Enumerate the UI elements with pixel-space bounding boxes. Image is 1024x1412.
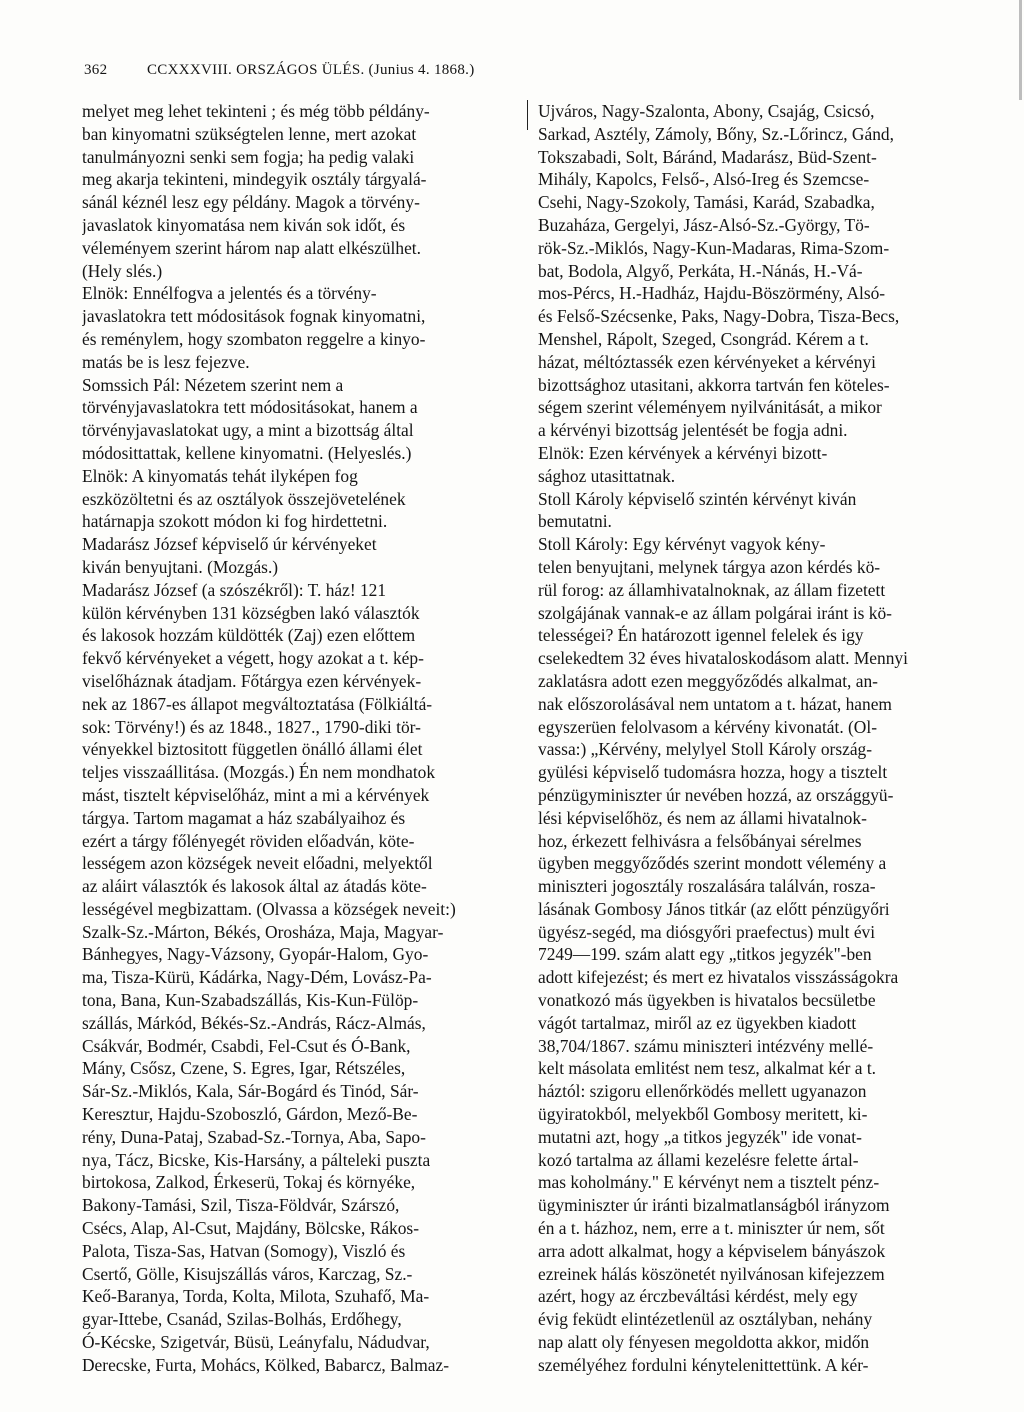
text-line: viselőháznak átadjam. Főtárgya ezen kérvények- [82,670,422,691]
text-line: szolgájának vannak-e az állam polgárai iránt is kö- [538,602,892,623]
text-line: évig feküdt elintézetlenül az osztályban, nehány [538,1309,873,1330]
text-line: mos-Pércs, H.-Hadház, Hajdu-Böszörmény, Alsó- [538,283,886,304]
page-edge-shadow [1019,0,1022,100]
text-line: sághoz utasittatnak. [538,465,676,486]
text-line: Elnök: Ennélfogva a jelentés és a törvény- [82,283,377,304]
text-line: teljes visszaállitása. (Mozgás.) Én nem mondhatok [82,762,436,783]
text-line: Elnök: Ezen kérvények a kérvényi bizott- [538,442,828,463]
text-line: törvényjavaslatokra tett módositásokat, hanem a [82,397,418,418]
text-line: meg akarja tekinteni, mindegyik osztály tárgyalá- [82,169,427,190]
text-line: ma, Tisza-Kürü, Kádárka, Nagy-Dém, Lovász-Pa- [82,967,432,988]
text-line: 7249—199. szám alatt egy „titkos jegyzék"-ben [538,944,872,965]
text-line: telen benyujtani, melynek tárgya azon kérdés kö- [538,556,881,577]
text-line: javaslatok kinyomatása nem kiván sok időt, és [82,214,406,235]
text-line: sánál kéznél lesz egy példány. Magok a törvény- [82,192,420,213]
text-line: mást, tisztelt képviselőház, mint a mi a kérvények [82,784,430,805]
text-line: Palota, Tisza-Sas, Hatvan (Somogy), Viszló és [82,1240,406,1261]
text-line: Madarász József (a szószékről): T. ház! 121 [82,579,387,600]
text-line: nya, Tácz, Bicske, Kis-Harsány, a pálteleki puszta [82,1149,431,1170]
text-line: cselekedtem 32 éves hivataloskodásom alatt. Mennyi [538,648,908,669]
text-line: Sár-Sz.-Miklós, Kala, Sár-Bogárd és Tinód, Sár- [82,1081,419,1102]
running-title: CCXXXVIII. ORSZÁGOS ÜLÉS. (Junius 4. 1868.) [147,62,475,78]
text-line: szállás, Márkód, Békés-Sz.-András, Rácz-Almás, [82,1012,426,1033]
text-line: ügyminiszter úr iránti bizalmatlanságból irányzom [538,1195,890,1216]
text-line: lességével megbizattam. (Olvassa a községek neveit:) [82,898,456,919]
text-line: Mihály, Kapolcs, Felső-, Alsó-Ireg és Szemcse- [538,169,870,190]
text-line: rök-Sz.-Miklós, Nagy-Kun-Madaras, Rima-Szom- [538,237,890,258]
text-line: tárgya. Tartom magamat a ház szabályaihoz és [82,807,406,828]
text-line: Menshel, Rápolt, Szeged, Csongrád. Kérem a t. [538,328,869,349]
text-line: mutatni azt, hogy „a titkos jegyzék" ide vonat- [538,1126,862,1147]
text-line: arra adott alkalmat, hogy a képviselem bányászok [538,1240,886,1261]
text-line: törvényjavaslatokat ugy, a mint a bizottság által [82,420,414,441]
text-line: tanulmányozni senki sem fogja; ha pedig valaki [82,146,415,167]
text-line: adott kifejezést; és mert ez hivatalos visszásságokra [538,967,899,988]
text-line: gyar-Ittebe, Csanád, Szilas-Bolhás, Erdőhegy, [82,1309,402,1330]
text-line: határnapja szokott módon ki fog hirdettetni. [82,511,388,532]
text-line: (Hely slés.) [82,260,163,281]
text-line: zaklatásra adott ezen meggyőződés alkalmat, an- [538,670,878,691]
text-line: ban kinyomatni szükségtelen lenne, mert azokat [82,123,417,144]
text-line: azért, hogy az érczbeváltási kérdést, mely egy [538,1286,858,1307]
text-line: birtokosa, Zalkod, Érkeserü, Tokaj és környéke, [82,1172,416,1193]
text-line: Csertő, Gölle, Kisujszállás város, Karczag, Sz.- [82,1263,413,1284]
text-line: kelt másolata emlitést nem tesz, alkalmat kér a t. [538,1058,877,1079]
text-line: egyszerüen felolvasom a kérvény kivonatát. (Ol- [538,716,877,737]
text-line: vényekkel biztositott független önálló állami élet [82,739,423,760]
text-line: rény, Duna-Pataj, Szabad-Sz.-Tornya, Aba, Sapo- [82,1126,426,1147]
text-line: Csákvár, Bodmér, Csabdi, Fel-Csut és Ó-Bank, [82,1035,411,1056]
text-line: sok: Törvény!) és az 1848., 1827., 1790-diki tör- [82,716,421,737]
text-line: és Felső-Szécsenke, Paks, Nagy-Dobra, Tisza-Becs, [538,306,900,327]
text-line: hoz, érkezett felhivásra a felsőbányai sérelmes [538,830,862,851]
text-line: Stoll Károly képviselő szintén kérvényt kiván [538,488,857,509]
text-line: fekvő kérvényeket a végett, hogy azokat a t. kép- [82,648,424,669]
text-line: javaslatokra tett módositások fognak kinyomatni, [82,306,426,327]
text-line: Tokszabadi, Solt, Báránd, Madarász, Büd-Szent- [538,146,877,167]
text-line: ügyiratokból, melyekből Gombosy meritett, ki- [538,1104,868,1125]
text-line: Szalk-Sz.-Márton, Békés, Orosháza, Maja, Magyar- [82,921,444,942]
text-line: Mány, Csősz, Czene, S. Egres, Igar, Rétszéles, [82,1058,406,1079]
text-line: kozó tartalma az állami kezelésre felette ártal- [538,1149,859,1170]
text-line: Bakony-Tamási, Szil, Tisza-Földvár, Szárszó, [82,1195,400,1216]
text-line: vassa:) „Kérvény, melylyel Stoll Károly ország- [538,739,873,760]
text-line: nap alatt oly fényesen megoldotta akkor, midőn [538,1332,870,1353]
text-line: ügyész-segéd, ma diósgyőri praefectus) mult évi [538,921,876,942]
text-line: eszközöltetni és az osztályok összejövetelének [82,488,406,509]
text-line: matás be is lesz fejezve. [82,351,250,372]
text-line: és reménylem, hogy szombaton reggelre a kinyo- [82,328,426,349]
text-line: 38,704/1867. számu miniszteri intézvény mellé- [538,1035,874,1056]
text-line: vonatkozó más ügyekben is hivatalos becsületbe [538,990,876,1011]
text-line: ségem szerint véleményem nyilvánitását, a mikor [538,397,882,418]
text-line: és lakosok hozzám küldötték (Zaj) ezen előttem [82,625,416,646]
left-column [82,100,519,1377]
text-line: kiván benyujtani. (Mozgás.) [82,556,279,577]
text-line: személyéhez fordulni kénytelenittettünk. A kér- [538,1354,869,1375]
text-line: Buzaháza, Gergelyi, Jász-Alsó-Sz.-György, Tö- [538,214,870,235]
text-line: Stoll Károly: Egy kérvényt vagyok kény- [538,534,826,555]
text-line: Derecske, Furta, Mohács, Kölked, Babarcz, Balmaz- [82,1354,449,1375]
text-line: nak előszorolásával nem untatom a t. házat, hanem [538,693,892,714]
text-line: bemutatni. [538,511,612,532]
text-line: Madarász József képviselő úr kérvényeket [82,534,377,555]
text-line: Somssich Pál: Nézetem szerint nem a [82,374,344,395]
right-column [538,100,975,1377]
text-line: ezreinek hálás köszönetét nyilvánosan kifejezzem [538,1263,885,1284]
text-line: Csehi, Nagy-Szokoly, Tamási, Karád, Szabadka, [538,192,875,213]
text-line: ezért a tárgy főlényegét röviden előadván, köte- [82,830,415,851]
text-line: bizottsághoz utasitani, akkorra tartván fen köteles- [538,374,890,395]
text-line: módosittattak, kellene kinyomatni. (Helyeslés.) [82,442,412,463]
text-line: nek az 1867-es állapot megváltoztatása (Fölkiáltá- [82,693,433,714]
text-line: lásának Gombosy János titkár (az előtt pénzügyőri [538,898,890,919]
text-line: háztól: szigoru ellenőrködés mellett ugyanazon [538,1081,867,1102]
text-line: Bánhegyes, Nagy-Vázsony, Gyopár-Halom, Gyo- [82,944,429,965]
text-line: melyet meg lehet tekinteni ; és még több példány- [82,101,430,121]
text-line: külön kérvényben 131 községben lakó választók [82,602,420,623]
column-divider [527,100,528,130]
text-line: ügyben meggyőződés szerint mondott vélemény a [538,853,887,874]
text-line: Ujváros, Nagy-Szalonta, Abony, Csajág, Csicsó, [538,101,875,121]
text-line: telességei? Én határozott igennel felelek és igy [538,625,864,646]
text-line: gyülési képviselő tudomásra hozza, hogy a tisztelt [538,762,888,783]
text-line: Keresztur, Hajdu-Szoboszló, Gárdon, Mező-Be- [82,1104,418,1125]
text-line: miniszteri jogosztály roszalására találván, rosza- [538,876,876,897]
text-line: mas koholmány." E kérvényt nem a tisztelt pénz- [538,1172,880,1193]
text-line: házat, méltóztassék ezen kérvényeket a kérvényi [538,351,876,372]
page-number: 362 [84,62,108,78]
text-line: pénzügyminiszter úr nevében hozzá, az országgyü- [538,784,894,805]
text-line: Sarkad, Asztély, Zámoly, Bőny, Sz.-Lőrincz, Gánd, [538,123,894,144]
text-line: tona, Bana, Kun-Szabadszállás, Kis-Kun-Fülöp- [82,990,419,1011]
text-line: a kérvényi bizottság jelentését be fogja adni. [538,420,848,441]
text-line: lési képviselőhöz, és nem az állami hivatalnok- [538,807,867,828]
text-line: Ó-Kécske, Szigetvár, Büsü, Leányfalu, Nádudvar, [82,1332,430,1353]
text-line: lességem azon községek neveit előadni, melyektől [82,853,433,874]
text-line: én a t. házhoz, nem, erre a t. miniszter úr nem, sőt [538,1218,885,1239]
text-line: vágót tartalmaz, miről az ez ügyekben kiadott [538,1012,857,1033]
page-header [84,62,804,92]
text-line: rül forog: az államhivatalnoknak, az állam fizetett [538,579,886,600]
text-line: bat, Bodola, Algyő, Perkáta, H.-Nánás, H.-Vá- [538,260,863,281]
text-line: Csécs, Alap, Al-Csut, Majdány, Bölcske, Rákos- [82,1218,419,1239]
text-line: Keő-Baranya, Torda, Kolta, Milota, Szuhafő, Ma- [82,1286,430,1307]
text-line: véleményem szerint három nap alatt elkészülhet. [82,237,421,258]
text-line: Elnök: A kinyomatás tehát ilyképen fog [82,465,358,486]
text-line: az aláirt választók és lakosok által az átadás köte- [82,876,427,897]
